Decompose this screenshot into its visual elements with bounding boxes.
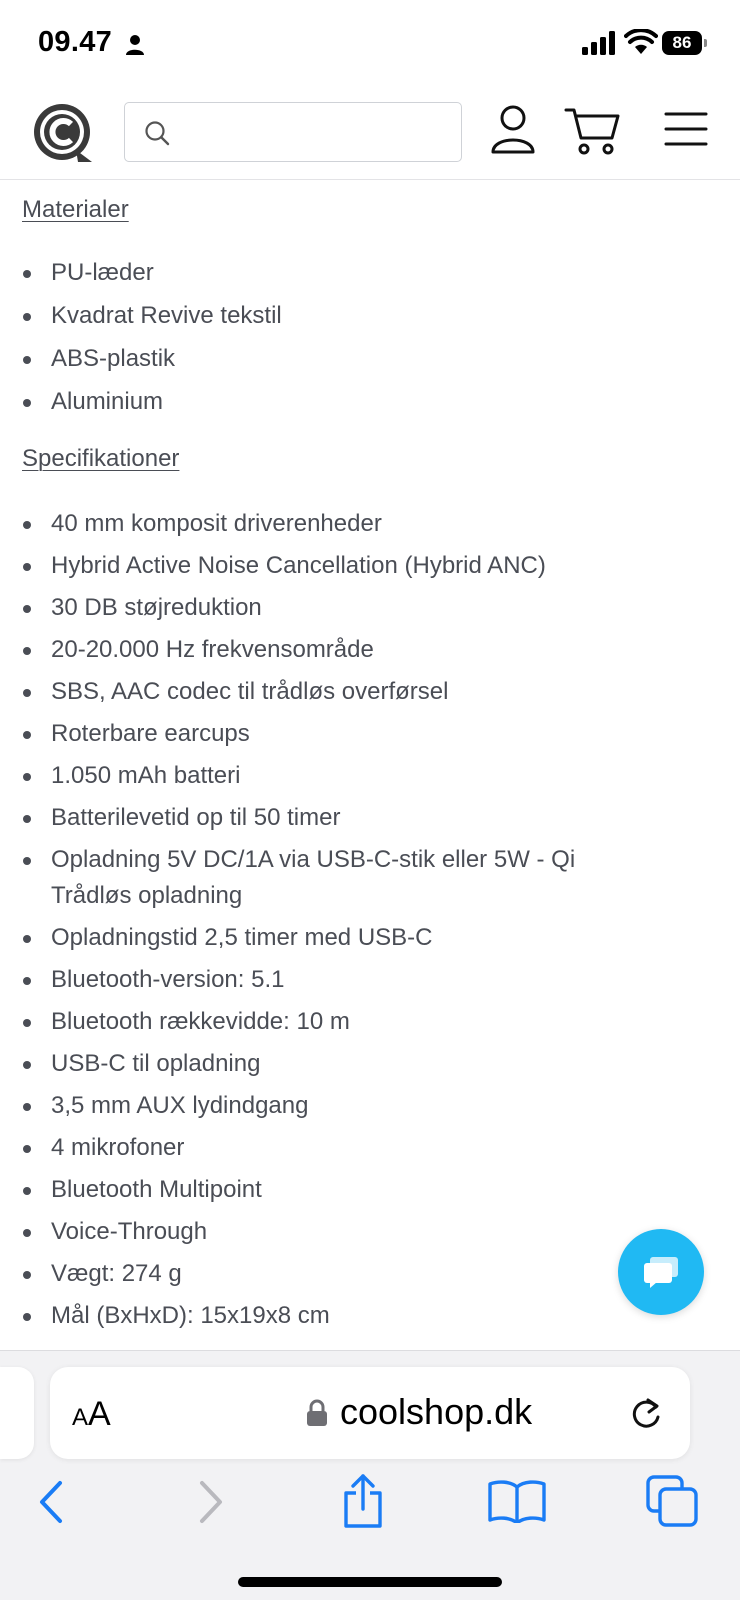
list-item: 40 mm komposit driverenheder — [0, 506, 700, 542]
previous-tab-preview[interactable] — [0, 1367, 34, 1459]
list-item: Opladning 5V DC/1A via USB-C-stik eller 5W - Qi Trådløs opladning — [0, 842, 700, 914]
person-icon — [124, 34, 146, 56]
list-item: Batterilevetid op til 50 timer — [0, 800, 700, 836]
list-item: Opladningstid 2,5 timer med USB-C — [0, 920, 700, 956]
chat-button[interactable] — [618, 1229, 704, 1315]
list-item: Bluetooth-version: 5.1 — [0, 962, 700, 998]
search-input[interactable] — [183, 113, 443, 151]
bookmarks-icon[interactable] — [488, 1479, 546, 1523]
tabs-icon[interactable] — [646, 1475, 698, 1527]
status-bar — [0, 0, 740, 88]
address-bar[interactable] — [50, 1367, 690, 1459]
materials-list — [0, 255, 700, 420]
status-time: 09.47 — [38, 26, 113, 58]
hamburger-menu-icon[interactable] — [664, 110, 708, 148]
text-size-small-a: A — [72, 1404, 89, 1431]
list-item: SBS, AAC codec til trådløs overførsel — [0, 674, 700, 710]
list-item: Mål (BxHxD): 15x19x8 cm — [0, 1298, 700, 1334]
browser-toolbar — [0, 1350, 740, 1600]
reload-icon[interactable] — [628, 1395, 664, 1433]
list-item: Bluetooth rækkevidde: 10 m — [0, 1004, 700, 1040]
list-item: Kvadrat Revive tekstil — [0, 298, 700, 334]
forward-arrow-icon[interactable] — [196, 1479, 226, 1525]
back-arrow-icon[interactable] — [36, 1479, 66, 1525]
list-item: PU-læder — [0, 255, 700, 291]
share-icon[interactable] — [340, 1473, 386, 1529]
list-item: ABS-plastik — [0, 341, 700, 377]
text-size-large-a: A — [88, 1395, 111, 1433]
wifi-icon — [624, 29, 658, 55]
browser-nav-row — [0, 1473, 740, 1533]
battery-indicator — [662, 31, 708, 55]
chat-bubble-icon — [642, 1255, 680, 1289]
list-item: 3,5 mm AUX lydindgang — [0, 1088, 700, 1124]
list-item: 4 mikrofoner — [0, 1130, 700, 1166]
list-item: 20-20.000 Hz frekvensområde — [0, 632, 700, 668]
search-icon — [143, 119, 171, 147]
list-item: 1.050 mAh batteri — [0, 758, 700, 794]
site-header — [0, 88, 740, 180]
battery-level: 86 — [662, 31, 702, 55]
list-item: Bluetooth Multipoint — [0, 1172, 700, 1208]
cart-icon[interactable] — [564, 106, 620, 156]
lock-icon — [306, 1399, 328, 1427]
list-item: Roterbare earcups — [0, 716, 700, 752]
list-item: Voice-Through — [0, 1214, 700, 1250]
materials-heading[interactable]: Materialer — [22, 196, 129, 223]
list-item: Vægt: 274 g — [0, 1256, 700, 1292]
text-size-button[interactable] — [72, 1395, 111, 1434]
url-text[interactable]: coolshop.dk — [340, 1391, 533, 1432]
battery-tip — [704, 39, 707, 47]
list-item: USB-C til opladning — [0, 1046, 700, 1082]
list-item: Hybrid Active Noise Cancellation (Hybrid ANC) — [0, 548, 700, 584]
specifications-list — [0, 506, 700, 1340]
account-icon[interactable] — [490, 104, 536, 156]
home-indicator — [238, 1577, 502, 1587]
search-box[interactable] — [124, 102, 462, 162]
cellular-signal-icon — [582, 31, 618, 55]
coolshop-logo[interactable] — [30, 100, 94, 164]
list-item: 30 DB støjreduktion — [0, 590, 700, 626]
specifications-heading[interactable]: Specifikationer — [22, 445, 180, 472]
list-item: Aluminium — [0, 384, 700, 420]
